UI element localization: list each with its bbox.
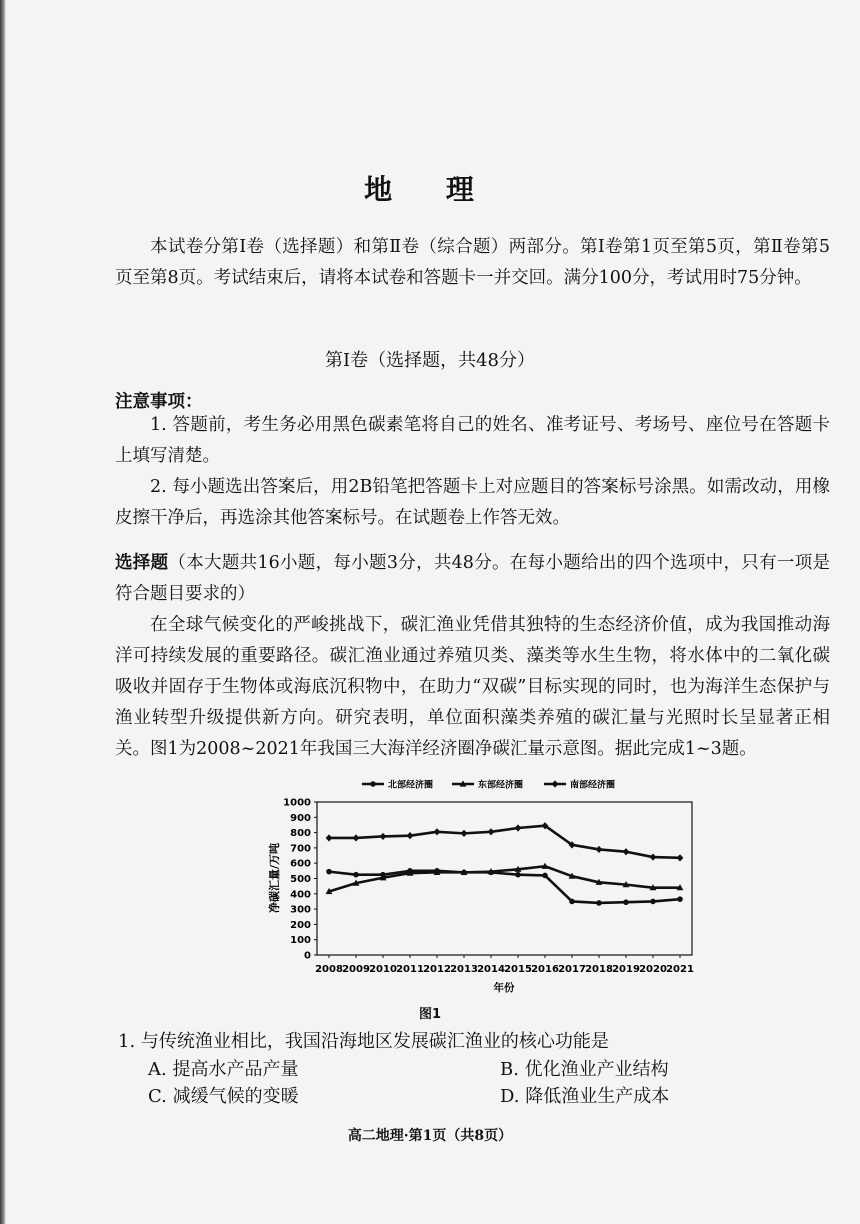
y-tick-label: 700 [290, 843, 311, 855]
data-point [434, 828, 441, 835]
legend-label: 东部经济圈 [478, 780, 524, 791]
x-tick-label: 2014 [477, 964, 505, 975]
legend-marker [552, 780, 559, 787]
chart-series [326, 822, 684, 906]
choice-header-text: （本大题共16小题，每小题3分，共48分。在每小题给出的四个选项中，只有一项是符合题目要求的） [115, 553, 831, 604]
data-point [623, 848, 630, 855]
section-title: 第Ⅰ卷（选择题，共48分） [324, 350, 535, 371]
carbon-sink-line-chart [262, 773, 712, 998]
chart-legend [362, 779, 615, 791]
x-tick-label: 2011 [396, 964, 424, 975]
page-title: 地 理 [364, 173, 496, 206]
legend-item-2 [452, 779, 523, 791]
series-2 [326, 863, 684, 894]
y-tick-label: 800 [290, 828, 311, 840]
series-1 [326, 868, 683, 906]
data-point [380, 833, 387, 840]
data-point [650, 899, 656, 905]
x-axis-label: 年份 [493, 982, 515, 994]
x-tick-label: 2016 [531, 964, 559, 975]
data-point [407, 832, 414, 839]
data-point [569, 899, 575, 905]
x-tick-label: 2017 [558, 964, 586, 975]
y-tick-label: 400 [290, 889, 311, 901]
x-tick-label: 2012 [423, 964, 451, 975]
data-point [623, 899, 629, 905]
x-tick-label: 2020 [639, 964, 667, 975]
legend-label: 北部经济圈 [388, 780, 434, 791]
page-footer: 高二地理·第1页（共8页） [347, 1128, 513, 1144]
x-tick-label: 2013 [450, 964, 478, 975]
notice-heading: 注意事项： [115, 392, 203, 412]
x-axis [315, 955, 694, 975]
data-point [515, 824, 522, 831]
x-tick-label: 2009 [342, 964, 370, 975]
data-point [650, 853, 657, 860]
y-tick-label: 0 [304, 950, 311, 962]
exam-instructions: 本试卷分第Ⅰ卷（选择题）和第Ⅱ卷（综合题）两部分。第Ⅰ卷第1页至第5页，第Ⅱ卷第5页至第8页。考试结束后，请将本试卷和答题卡一并交回。满分100分，考试用时75分钟。 [115, 237, 830, 288]
y-tick-label: 100 [290, 935, 311, 947]
legend-item-3 [544, 779, 615, 791]
y-tick-label: 600 [290, 858, 311, 870]
notice-item-2: 2. 每小题选出答案后，用2B铅笔把答题卡上对应题目的答案标号涂黑。如需改动，用橡皮擦干净后，再选涂其他答案标号。在试题卷上作答无效。 [115, 477, 830, 528]
data-point [515, 872, 521, 878]
series-3 [326, 822, 684, 861]
legend-label: 南部经济圈 [570, 780, 616, 791]
data-point [461, 830, 468, 837]
y-axis-label: 净碳汇量/万吨 [268, 842, 281, 914]
data-point [596, 846, 603, 853]
data-point [596, 900, 602, 906]
option-a[interactable]: A. 提高水产品产量 [148, 1059, 299, 1080]
y-tick-label: 500 [290, 874, 311, 885]
data-point [677, 854, 684, 861]
y-tick-label: 1000 [283, 797, 311, 809]
legend-item-1 [362, 779, 433, 791]
data-point [353, 834, 360, 841]
option-d[interactable]: D. 降低渔业生产成本 [500, 1086, 670, 1107]
data-point [677, 896, 683, 902]
y-tick-label: 900 [290, 812, 311, 824]
data-point [488, 828, 495, 835]
x-tick-label: 2021 [666, 964, 694, 975]
question-1-stem: 1. 与传统渔业相比，我国沿海地区发展碳汇渔业的核心功能是 [118, 1031, 609, 1052]
legend-marker [370, 781, 376, 787]
y-axis [283, 798, 317, 962]
choice-header-label: 选择题 [115, 553, 169, 573]
data-point [542, 873, 548, 879]
x-tick-label: 2019 [612, 964, 640, 975]
choice-header [115, 548, 830, 610]
option-b[interactable]: B. 优化渔业产业结构 [500, 1059, 669, 1080]
x-tick-label: 2015 [504, 964, 532, 975]
data-point [353, 872, 359, 878]
y-tick-label: 300 [290, 904, 311, 916]
x-tick-label: 2010 [369, 964, 397, 975]
notice-item-1: 1. 答题前，考生务必用黑色碳素笔将自己的姓名、准考证号、考场号、座位号在答题卡上填写清楚。 [115, 415, 830, 466]
x-tick-label: 2008 [315, 964, 343, 975]
figure-caption: 图1 [418, 1007, 442, 1022]
data-point [326, 869, 332, 875]
option-c[interactable]: C. 减缓气候的变暖 [148, 1086, 299, 1107]
x-tick-label: 2018 [585, 964, 613, 975]
passage: 在全球气候变化的严峻挑战下，碳汇渔业凭借其独特的生态经济价值，成为我国推动海洋可持续发展的重要路径。碳汇渔业通过养殖贝类、藻类等水生生物，将水体中的二氧化碳吸收并固存于生物体或海底沉积物中，在助力“双碳”目标实现的同时，也为海洋生态保护与渔业转型升级提供新方向。研究表明，单位面积藻类养殖的碳汇量与光照时长呈显著正相关。图1为2008~2021年我国三大海洋经济圈净碳汇量示意图。据此完成1~3题。 [115, 615, 830, 759]
data-point [326, 834, 333, 841]
y-tick-label: 200 [290, 919, 311, 931]
